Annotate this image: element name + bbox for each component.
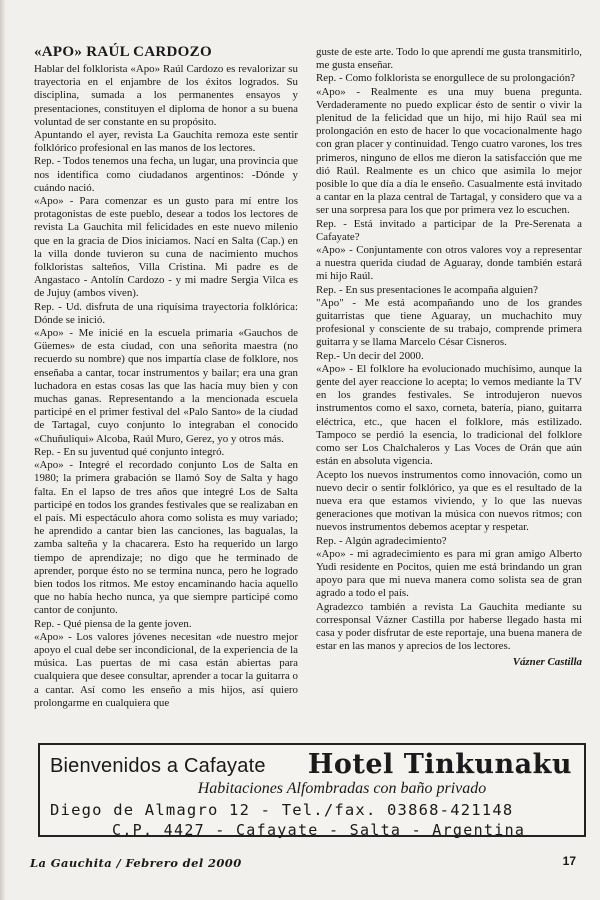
ad-address-line: Diego de Almagro 12 - Tel./fax. 03868-421148 (50, 801, 514, 819)
article-paragraph: Rep. - Como folklorista se enorgullece de su prolongación? (316, 72, 575, 85)
article-paragraph: «Apo» - El folklore ha evolucionado muchísimo, aunque la gente del ayer reaccione lo acepta; lo vemos mediante la TV en los grandes festivales. Se introdujeron nuevos instrumentos como el saxo, corneta, batería, piano, guitarra eléctrica, etc., que hacen el folklore, más estilizado. Tampoco se perdió la esencia, lo tradicional del folklore como ser Los Chalchaleros y Las Voces de Orán que aún están en absoluta vigencia. (316, 362, 582, 468)
article-paragraph: «Apo» - Para comenzar es un gusto para mí entre los protagonistas de este pueblo, desear a todos los lectores de revista La Gauchita mil felicidades en este nuevo milenio que en la gracia de Dios iniciamos. Nací en Salta (Cap.) en la villa donde tuvieron su cuna de nacimiento muchos folkloristas salteños, Villa Cristina. Mi padre es de Angastaco - Antolín Cardozo - y mi madre Sergia Vilca es de Jujuy (ambos viven). (34, 195, 298, 300)
page-edge-shadow (0, 0, 6, 900)
article-paragraph: «Apo» - Integré el recordado conjunto Los de Salta en 1980; la primera grabación se llamó Soy de Salta y hago falta. En el lapso de tres años que integré Los de Salta participé en todos los grandes festivales que se realizaban en el país. Mi espectáculo ahora como solista es muy variado; he aprendido a cantar bien las canciones, las bagualas, la zamba salteña y la chacarera. Esto ha requerido un largo tiempo de aprendizaje; no digo que he terminado de aprender, porque ésto no se termina nunca, pero he logrado bien todos los ritmos. Me estoy encaminando hacia aquello que no había hecho nunca, ya que siempre participé como cantor de conjunto. (34, 459, 298, 617)
page-number: 17 (562, 854, 576, 868)
article-paragraph: Rep. - En su juventud qué conjunto integró. (34, 445, 225, 458)
article-paragraph: Rep.- Un decir del 2000. (316, 349, 424, 362)
article-paragraph: Rep. - Todos tenemos una fecha, un lugar, una provincia que nos identifica como ciudadanos argentinos: -Dónde y cuándo nació. (34, 155, 298, 194)
article-paragraph: «Apo» - Me inicié en la escuela primaria «Gauchos de Güemes» de esta ciudad, con una señorita maestra (no recuerdo su nombre) que nos impartía clase de folklore, nos enseñaba a cantar, tocar instrumentos y bailar; era una gran luchadora en estas cosas las que las hacía muy bien y con muchas ganas. Representando a la mencionada escuela participé en el primer festival del «Palo Santo» de la ciudad de Tartagal, cuyo conjunto lo integraban el conocido «Chuñuliqui» Alcoba, Raúl Muro, Gerez, yo y otros más. (34, 327, 298, 445)
article-paragraph: Agradezco también a revista La Gauchita mediante su corresponsal Vázner Castilla por haberse llegado hasta mi casa y poder disfrutar de este reportaje, una buena manera de estar en las manos y aprecios de los lectores. (316, 600, 582, 653)
article-paragraph: Rep. - Algún agradecimiento? (316, 534, 447, 547)
article-paragraph: Rep. - Qué piensa de la gente joven. (34, 617, 192, 630)
article-signature: Vázner Castilla (512, 656, 582, 669)
article-paragraph: «Apo» - Realmente es una muy buena pregunta. Verdaderamente no puedo explicar ésto de sentir o vivir la plenitud de la felicidad que un hijo, mi hijo Raúl sea mi prolongación en esto de hacer lo que vocacionalmente hago con gran placer y continuidad. Tengo cuatro varones, los tres primeros, ninguno de ellos me dieron la satisfacción que me dió Raúl. Realmente es un chico que asimila lo mejor posible lo que día a día le enseño. Casualmente está invitado a cantar en la plaza central de Tartagal, y considero que va a ser una sorpresa para los que por primera vez lo escuchen. (316, 85, 582, 217)
article-paragraph: Rep. - Está invitado a participar de la Pre-Serenata a Cafayate? (316, 217, 582, 243)
hotel-advertisement (38, 743, 586, 837)
article-left-column (34, 44, 298, 710)
article-paragraph: «Apo» - Los valores jóvenes necesitan «de nuestro mejor apoyo el cual debe ser incondicional, de la experiencia de la música. Las puertas de mi casa están abiertas para cualquiera que desee consultar, aprender a tocar la guitarra o a cantar. Así como les enseño a mis hijos, así quiero prolongarme en cualquiera que (34, 630, 298, 709)
ad-address-line-2: C.P. 4427 - Cafayate - Salta - Argentina (112, 821, 526, 839)
article-paragraph: Apuntando el ayer, revista La Gauchita remoza este sentir folklórico profesional en las manos de los lectores. (34, 129, 298, 155)
article-paragraph: Hablar del folklorista «Apo» Raúl Cardozo es revalorizar su trayectoria en el enjambre de los éxitos logrados. Su disciplina, sumada a los permanentes ensayos y presentaciones, constituyen el diploma de honor a su buena voluntad de ser constante en su propósito. (34, 63, 298, 128)
article-paragraph: Rep. - Ud. disfruta de una riquísima trayectoria folklórica: Dónde se inició. (34, 300, 298, 326)
article-paragraph: Acepto los nuevos instrumentos como innovación, como un nuevo decir o sentir folklórico, ya que es el resultado de la nueva era que estamos viviendo, y lo que las nuevas generaciones que motivan la música con nuevos ritmos; con nuevos instrumentos debemos aceptar y respetar. (316, 468, 582, 534)
ad-welcome-text: Bienvenidos a Cafayate (50, 755, 266, 777)
article-paragraph: Rep. - En sus presentaciones le acompaña alguien? (316, 283, 538, 296)
article-paragraph: "Apo" - Me está acompañando uno de los grandes guitarristas que tiene Aguaray, un muchachito muy profesional y consciente de su trabajo, comprende primera guitarra y se llama Marcelo César Cisneros. (316, 296, 582, 349)
footer-publication: La Gauchita / Febrero del 2000 (30, 856, 242, 870)
article-right-column (316, 46, 582, 670)
article-paragraph: «Apo» - Conjuntamente con otros valores voy a representar a nuestra querida ciudad de Aguaray, donde también estará mi hijo Raúl. (316, 244, 582, 283)
article-title: «APO» RAÚL CARDOZO (34, 44, 212, 60)
ad-hotel-name: Hotel Tinkunaku (307, 749, 572, 780)
article-paragraph: «Apo» - mi agradecimiento es para mi gran amigo Alberto Yudi residente en Pocitos, quien me está brindando un gran apoyo para que mi nueva manera como solista sea de gran agrado a todo el país. (316, 547, 582, 600)
article-paragraph: guste de este arte. Todo lo que aprendí me gusta transmitirlo, me gusta enseñar. (316, 46, 582, 72)
ad-services-line: Habitaciones Alfombradas con baño privado (197, 780, 487, 797)
